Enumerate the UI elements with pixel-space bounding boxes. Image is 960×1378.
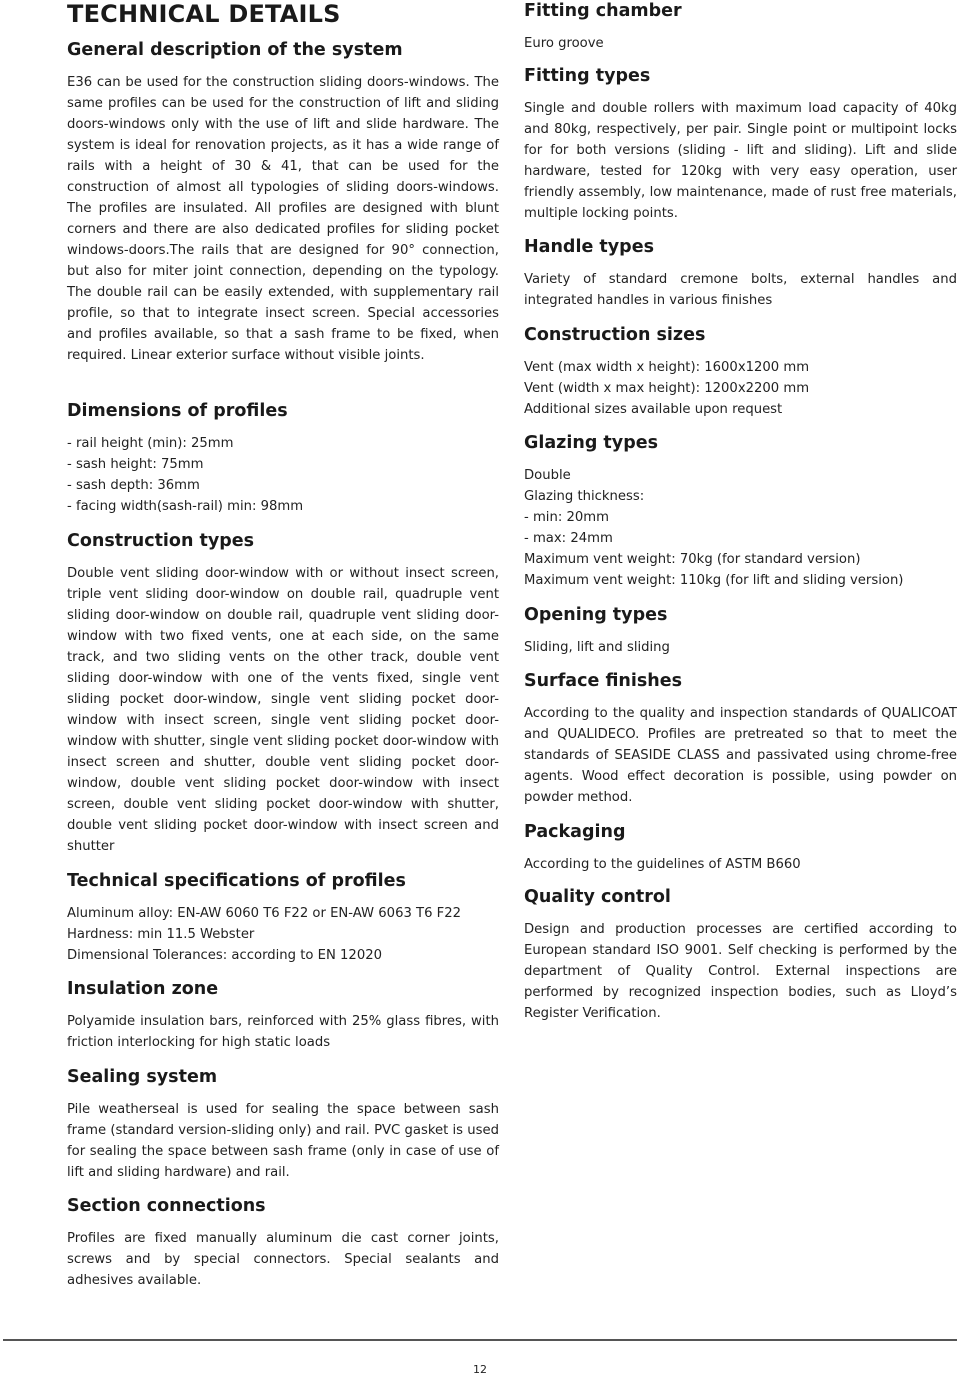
surface-finishes-section bbox=[524, 670, 957, 808]
section-text: Single and double rollers with maximum load capacity of 40kg and 80kg, respectively, per pair. Single point or multipoint locks for for both versions (sliding - lift and sliding). Lift and slide hardware, tested for 120kg with very easy operation, user friendly assembly, low maintenance, made of rust free materials, multiple locking points. bbox=[524, 101, 957, 221]
list-item: Aluminum alloy: EN-AW 6060 T6 F22 or EN-AW 6063 T6 F22 bbox=[67, 906, 462, 921]
list-item: Vent (width x max height): 1200x2200 mm bbox=[524, 381, 810, 396]
quality-control-section bbox=[524, 886, 957, 1024]
section-heading: Quality control bbox=[524, 887, 671, 907]
list-item: - min: 20mm bbox=[524, 510, 609, 525]
list-item: Double bbox=[524, 468, 571, 483]
list-item: - sash height: 75mm bbox=[67, 457, 204, 472]
construction-types-section bbox=[67, 530, 499, 857]
section-heading: Section connections bbox=[67, 1196, 266, 1216]
section-heading: Technical specifications of profiles bbox=[67, 871, 406, 891]
list-item: - max: 24mm bbox=[524, 531, 613, 546]
glazing-types-section bbox=[524, 432, 957, 591]
section-heading: General description of the system bbox=[67, 40, 403, 60]
list-item: Hardness: min 11.5 Webster bbox=[67, 927, 255, 942]
section-connections-section bbox=[67, 1195, 499, 1291]
list-item: Dimensional Tolerances: according to EN 12020 bbox=[67, 948, 382, 963]
footer-divider bbox=[3, 1339, 957, 1341]
list-item: - sash depth: 36mm bbox=[67, 478, 200, 493]
section-text: Variety of standard cremone bolts, external handles and integrated handles in various finishes bbox=[524, 272, 957, 308]
section-heading: Packaging bbox=[524, 822, 626, 842]
dimensions-section bbox=[67, 400, 499, 517]
section-heading: Insulation zone bbox=[67, 979, 219, 999]
section-heading: Handle types bbox=[524, 237, 654, 257]
fitting-chamber-section bbox=[524, 0, 957, 54]
technical-specifications-section bbox=[67, 870, 499, 966]
section-text: E36 can be used for the construction sliding doors-windows. The same profiles can be used for the construction of lift and sliding doors-windows only with the use of lift and slide hardware. The system is ideal for renovation projects, as it has a wide range of rails with a height of 30 & 41, that can be used for the construction of almost all typologies of sliding doors-windows. The profiles are insulated. All profiles are designed with blunt corners and there are also dedicated profiles for sliding pocket windows-doors.The rails that are designed for 90° connection, but also for miter joint connection, depending on the typology. The double rail can be easily extended, with supplementary rail profile, so that to integrate insect screen. Special accessories and profiles available, so that a sash frame to be fixed, when required. Linear exterior surface without visible joints. bbox=[67, 75, 499, 363]
list-item: Additional sizes available upon request bbox=[524, 402, 783, 417]
section-heading: Fitting chamber bbox=[524, 1, 682, 21]
section-heading: Surface finishes bbox=[524, 671, 683, 691]
section-heading: Sealing system bbox=[67, 1067, 218, 1087]
fitting-types-section bbox=[524, 65, 957, 224]
section-heading: Opening types bbox=[524, 605, 668, 625]
opening-types-section bbox=[524, 604, 957, 658]
section-text: Euro groove bbox=[524, 36, 604, 51]
list-item: - facing width(sash-rail) min: 98mm bbox=[67, 499, 304, 514]
list-item: Vent (max width x height): 1600x1200 mm bbox=[524, 360, 810, 375]
section-text: Profiles are fixed manually aluminum die cast corner joints, screws and by special connectors. Special sealants and adhesives available. bbox=[67, 1231, 499, 1288]
general-description-section bbox=[67, 39, 499, 366]
section-text: Polyamide insulation bars, reinforced with 25% glass fibres, with friction interlocking for high static loads bbox=[67, 1014, 499, 1050]
sealing-system-section bbox=[67, 1066, 499, 1183]
packaging-section bbox=[524, 821, 957, 875]
section-text: Design and production processes are certified according to European standard ISO 9001. Self checking is performed by the department of Quality Control. External inspections are performed by recognized inspection bodies, such as Lloyd’s Register Verification. bbox=[524, 922, 957, 1021]
page-number: 12 bbox=[473, 1363, 487, 1376]
section-text: According to the guidelines of ASTM B660 bbox=[524, 857, 801, 872]
section-heading: Fitting types bbox=[524, 66, 651, 86]
section-heading: Glazing types bbox=[524, 433, 659, 453]
insulation-zone-section bbox=[67, 978, 499, 1053]
list-item: Glazing thickness: bbox=[524, 489, 645, 504]
section-text: According to the quality and inspection standards of QUALICOAT and QUALIDECO. Profiles are pretreated so that to meet the standards of SEASIDE CLASS and passivated using chrome-free agents. Wood effect decoration is possible, using powder on powder method. bbox=[524, 706, 957, 805]
list-item: Maximum vent weight: 110kg (for lift and sliding version) bbox=[524, 573, 904, 588]
construction-sizes-section bbox=[524, 324, 957, 420]
page-title: TECHNICAL DETAILS bbox=[67, 0, 341, 28]
section-heading: Construction sizes bbox=[524, 325, 706, 345]
list-item: Maximum vent weight: 70kg (for standard version) bbox=[524, 552, 861, 567]
list-item: - rail height (min): 25mm bbox=[67, 436, 234, 451]
section-heading: Dimensions of profiles bbox=[67, 401, 288, 421]
section-text: Double vent sliding door-window with or without insect screen, triple vent sliding door-window on double rail, quadruple vent sliding door-window on double rail, quadruple vent sliding door-window with two fixed vents, one at each side, on the same track, and two sliding vents on the other track, double vent sliding door-window with one of the vents fixed, single vent sliding pocket door-window, single vent sliding pocket door-window with insect screen, single vent sliding pocket door-window with shutter, single vent sliding pocket door-window with insect screen and shutter, double vent sliding pocket door-window, double vent sliding pocket door-window with insect screen, double vent sliding pocket door-window with shutter, double vent sliding pocket door-window with insect screen and shutter bbox=[67, 566, 499, 854]
section-heading: Construction types bbox=[67, 531, 255, 551]
handle-types-section bbox=[524, 236, 957, 311]
section-text: Sliding, lift and sliding bbox=[524, 640, 670, 655]
section-text: Pile weatherseal is used for sealing the space between sash frame (standard version-sliding only) and rail. PVC gasket is used for sealing the space between sash frame (only in case of use of lift and sliding hardware) and rail. bbox=[67, 1102, 499, 1180]
